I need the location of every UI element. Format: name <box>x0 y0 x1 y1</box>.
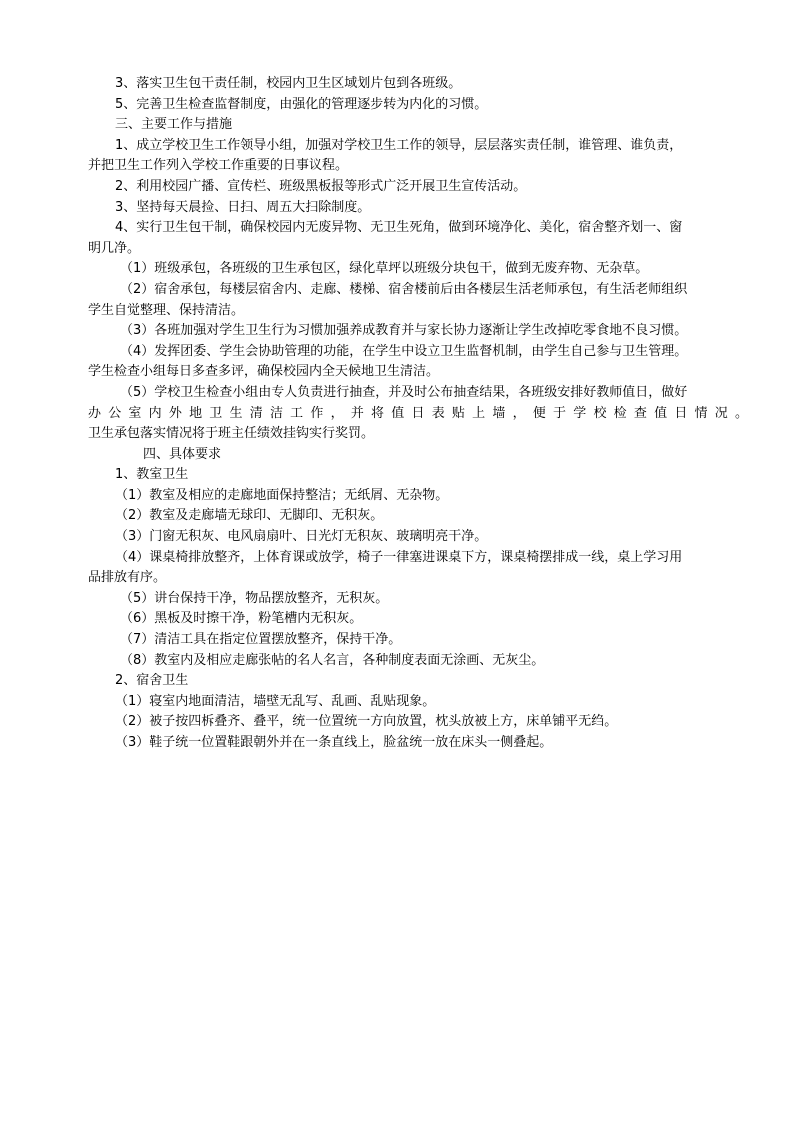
text-line: 4、实行卫生包干制，确保校园内无废异物、无卫生死角，做到环境净化、美化，宿舍整齐划一、窗 <box>115 220 683 236</box>
text-line: （4）课桌椅排放整齐，上体育课或放学，椅子一律塞进课桌下方，课桌椅摆排成一线，桌上学习用 <box>115 549 683 565</box>
text-line: （1）班级承包，各班级的卫生承包区，绿化草坪以班级分块包干，做到无废弃物、无杂草。 <box>120 261 649 277</box>
text-line: （6）黑板及时擦干净，粉笔槽内无积灰。 <box>120 611 363 627</box>
text-line: 5、完善卫生检查监督制度，由强化的管理逐步转为内化的习惯。 <box>115 96 488 112</box>
text-line: （1）寝室内地面清洁，墙壁无乱写、乱画、乱贴现象。 <box>115 693 436 709</box>
text-line: 卫生承包落实情况将于班主任绩效挂钩实行奖罚。 <box>88 426 375 442</box>
text-line: 学生检查小组每日多查多评，确保校园内全天候地卫生清洁。 <box>88 364 440 380</box>
text-line: 学生自觉整理、保持清洁。 <box>88 302 245 318</box>
document-body <box>88 74 748 754</box>
section-heading: 四、具体要求 <box>143 446 222 462</box>
text-line: （3）各班加强对学生卫生行为习惯加强养成教育并与家长协力逐渐让学生改掉吃零食地不良习惯。 <box>120 323 688 339</box>
text-line: （2）宿舍承包，每楼层宿舍内、走廊、楼梯、宿舍楼前后由各楼层生活老师承包，有生活老师组织 <box>120 281 688 297</box>
text-line: 2、利用校园广播、宣传栏、班级黑板报等形式广泛开展卫生宣传活动。 <box>115 178 527 194</box>
text-line: 3、落实卫生包干责任制，校园内卫生区域划片包到各班级。 <box>115 76 462 91</box>
text-line: （3）鞋子统一位置鞋跟朝外并在一条直线上，脸盆统一放在床头一侧叠起。 <box>115 735 553 750</box>
text-line: （1）教室及相应的走廊地面保持整洁；无纸屑、无杂物。 <box>115 487 449 503</box>
subsection-heading: 2、宿舍卫生 <box>115 673 189 689</box>
text-line: 并把卫生工作列入学校工作重要的日事议程。 <box>88 158 349 174</box>
text-line: （7）清洁工具在指定位置摆放整齐，保持干净。 <box>120 632 402 648</box>
section-heading: 三、主要工作与措施 <box>115 117 233 133</box>
text-line: （8）教室内及相应走廊张帖的名人名言，各种制度表面无涂画、无灰尘。 <box>120 652 545 668</box>
text-line: 明几净。 <box>88 240 141 256</box>
text-line: （5）学校卫生检查小组由专人负责进行抽查，并及时公布抽查结果，各班级安排好教师值日，做好 <box>120 384 688 400</box>
text-line: （5）讲台保持干净，物品摆放整齐，无积灰。 <box>120 590 389 606</box>
subsection-heading: 1、教室卫生 <box>115 467 189 483</box>
text-line: （4）发挥团委、学生会协助管理的功能，在学生中设立卫生监督机制，由学生自己参与卫生管理。 <box>120 343 688 359</box>
text-line: 办公室内外地卫生清洁工作，并将值日表贴上墙，便于学校检查值日情况。 <box>88 405 748 421</box>
text-line: （3）门窗无积灰、电风扇扇叶、日光灯无积灰、玻璃明亮干净。 <box>115 529 488 545</box>
text-line: 1、成立学校卫生工作领导小组，加强对学校卫生工作的领导，层层落实责任制，谁管理、谁负责， <box>115 137 683 153</box>
text-line: （2）教室及走廊墙无球印、无脚印、无积灰。 <box>115 508 384 524</box>
text-line: 3、坚持每天晨捡、日扫、周五大扫除制度。 <box>115 199 371 215</box>
text-line: 品排放有序。 <box>88 570 167 586</box>
text-line: （2）被子按四柝叠齐、叠平，统一位置统一方向放置，枕头放被上方，床单铺平无绉。 <box>115 714 618 730</box>
